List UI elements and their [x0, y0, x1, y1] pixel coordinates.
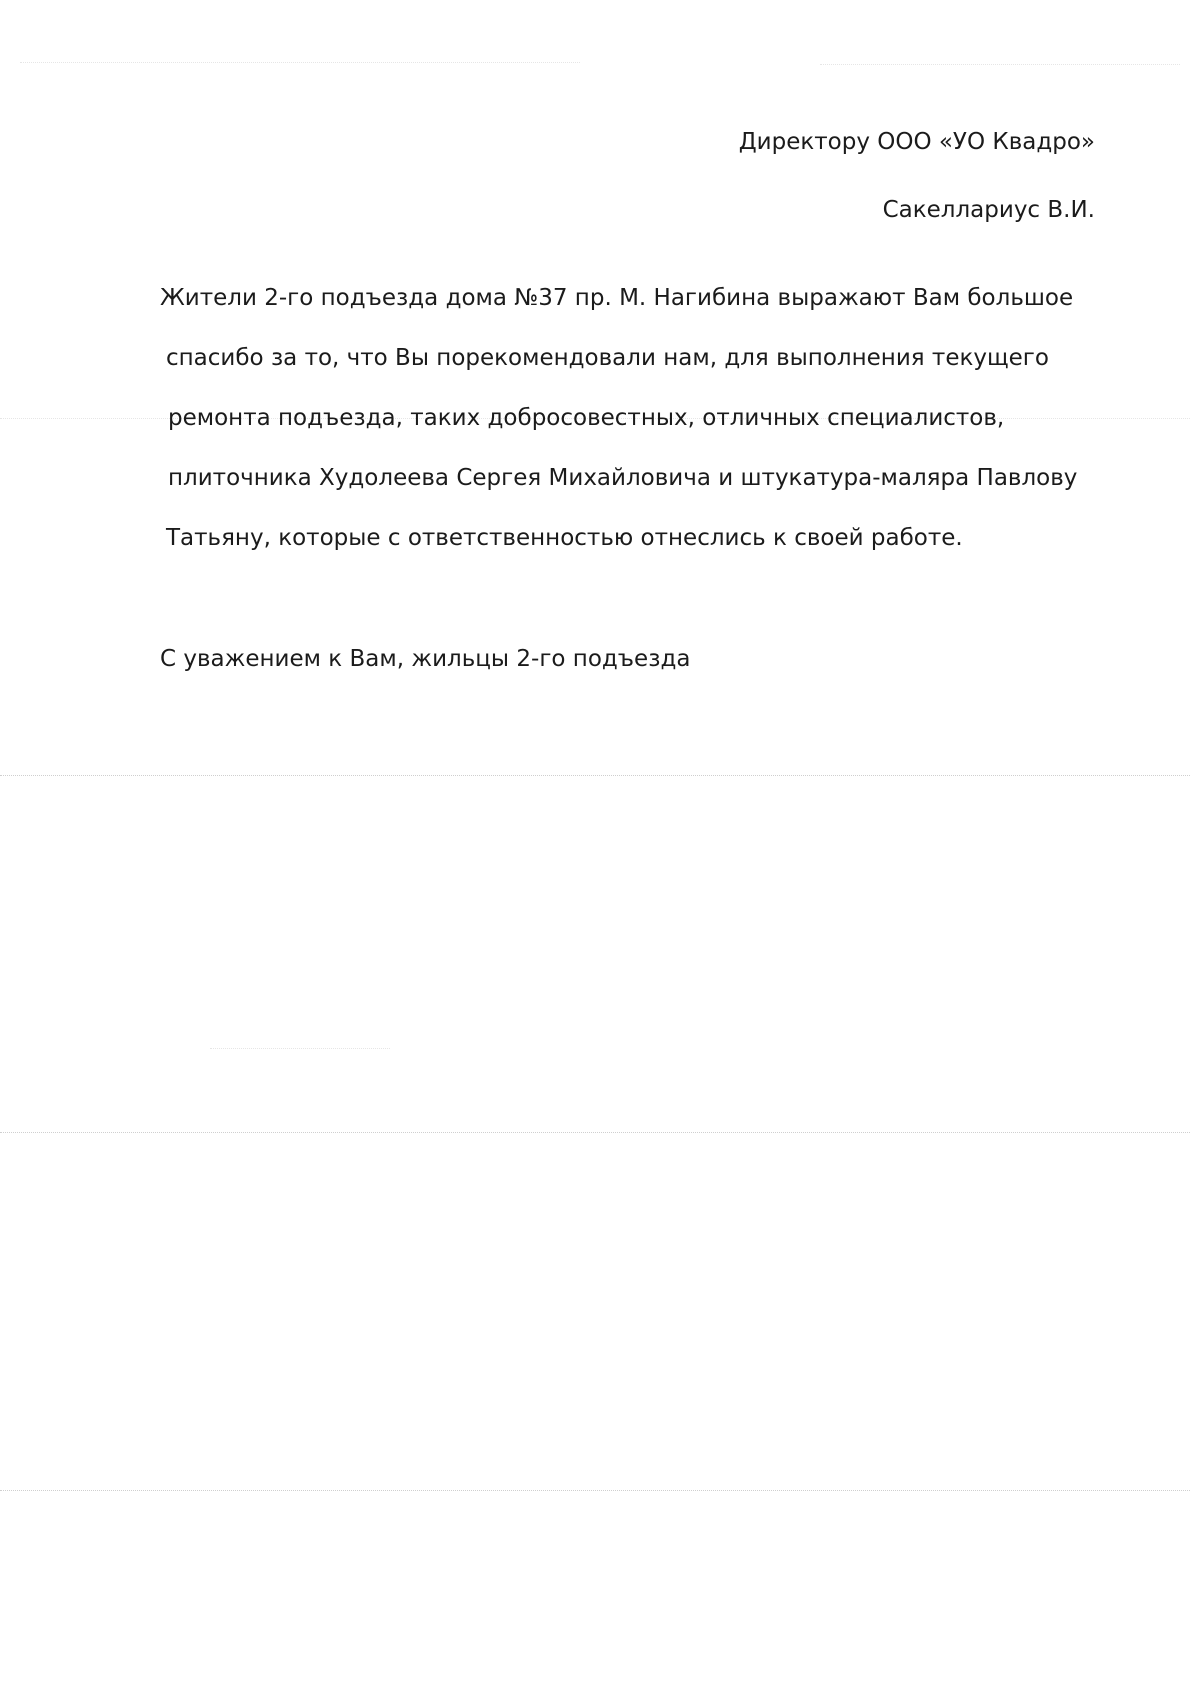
scan-artifact-line: [0, 1132, 1190, 1133]
letter-closing: С уважением к Вам, жильцы 2-го подъезда: [160, 646, 691, 672]
body-line: ремонта подъезда, таких добросовестных, отличных специалистов,: [168, 405, 1005, 431]
addressee-block: [739, 108, 1095, 244]
addressee-name: Сакеллариус В.И.: [882, 197, 1095, 223]
scan-artifact-line: [820, 64, 1180, 65]
body-line: спасибо за то, что Вы порекомендовали нам, для выполнения текущего: [166, 345, 1049, 371]
body-line: плиточника Худолеева Сергея Михайловича и штукатура-маляра Павлову: [168, 465, 1078, 491]
scan-artifact-line: [20, 62, 580, 63]
body-line: Жители 2-го подъезда дома №37 пр. М. Нагибина выражают Вам большое: [160, 285, 1074, 311]
addressee-position: Директору ООО «УО Квадро»: [738, 129, 1095, 155]
body-line: Татьяну, которые с ответственностью отнеслись к своей работе.: [166, 525, 963, 551]
scan-artifact-line: [0, 775, 1190, 776]
scan-artifact-line: [0, 1490, 1190, 1491]
scan-artifact-line: [210, 1048, 390, 1049]
